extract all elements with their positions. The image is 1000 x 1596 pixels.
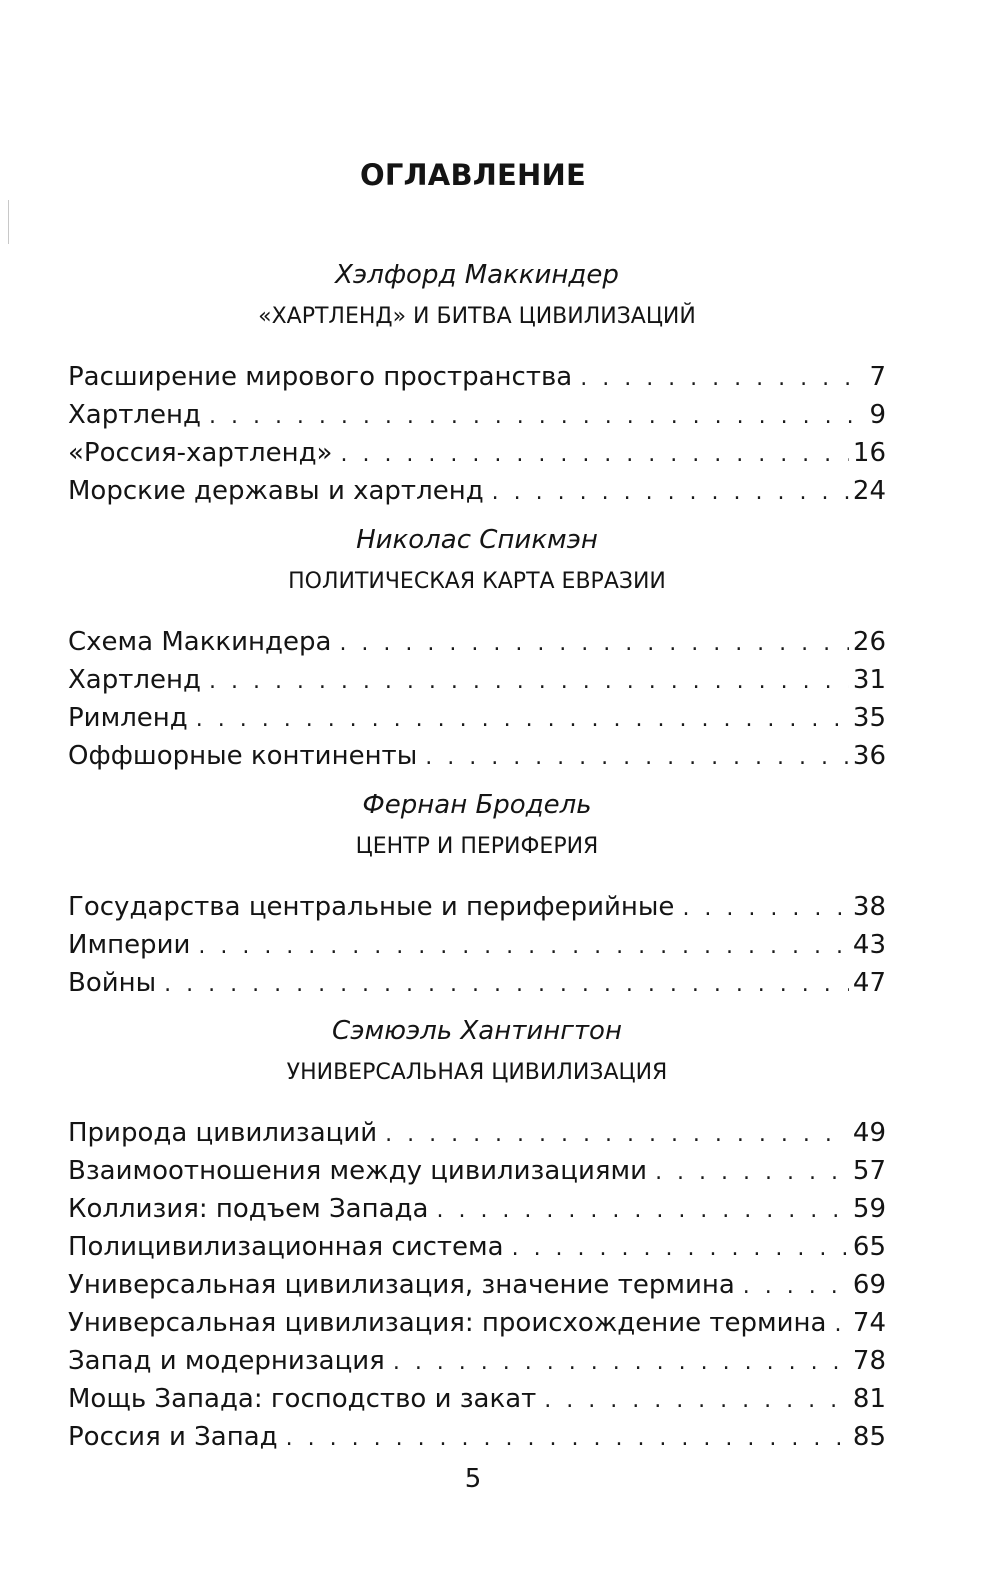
dot-leader: [743, 1268, 849, 1306]
dot-leader: [393, 1344, 849, 1382]
dot-leader: [512, 1230, 849, 1268]
toc-entry[interactable]: [68, 888, 886, 926]
section-heading: ПОЛИТИЧЕСКАЯ КАРТА ЕВРАЗИИ: [288, 569, 666, 594]
toc-entry[interactable]: [68, 434, 886, 472]
toc-entry-list: [68, 888, 886, 1002]
toc-entry-list: [68, 1114, 886, 1456]
section-author: Сэмюэль Хантингтон: [332, 1016, 622, 1046]
section-author: Николас Спикмэн: [356, 525, 598, 555]
page-number: 5: [464, 1464, 482, 1494]
entry-page: 36: [852, 741, 886, 771]
dot-leader: [580, 360, 865, 398]
entry-title: Коллизия: подъем Запада: [68, 1194, 429, 1224]
entry-page: 47: [852, 968, 886, 998]
entry-title: Империи: [68, 930, 191, 960]
page-title: ОГЛАВЛЕНИЕ: [359, 158, 586, 192]
entry-page: 31: [852, 665, 886, 695]
toc-entry[interactable]: [68, 1418, 886, 1456]
entry-title: Морские державы и хартленд: [68, 476, 484, 506]
dot-leader: [286, 1420, 849, 1458]
section-author: Фернан Бродель: [362, 790, 592, 820]
toc-entry[interactable]: [68, 358, 886, 396]
toc-entry[interactable]: [68, 1152, 886, 1190]
toc-entry[interactable]: [68, 1114, 886, 1152]
page-edge-mark: [8, 200, 9, 244]
entry-page: 9: [869, 400, 886, 430]
toc-entry[interactable]: [68, 1342, 886, 1380]
toc-section: [68, 1014, 886, 1456]
toc-entry[interactable]: [68, 396, 886, 434]
toc-entry[interactable]: [68, 1380, 886, 1418]
dot-leader: [425, 739, 849, 777]
entry-page: 78: [852, 1346, 886, 1376]
dot-leader: [385, 1116, 849, 1154]
entry-title: Расширение мирового пространства: [68, 362, 573, 392]
entry-page: 59: [852, 1194, 886, 1224]
entry-title: Хартленд: [68, 400, 201, 430]
toc-entry[interactable]: [68, 1228, 886, 1266]
dot-leader: [209, 663, 849, 701]
entry-title: Универсальная цивилизация, значение термина: [68, 1270, 735, 1300]
entry-page: 69: [852, 1270, 886, 1300]
entry-title: Мощь Запада: господство и закат: [68, 1384, 537, 1414]
toc-entry[interactable]: [68, 1190, 886, 1228]
entry-page: 74: [852, 1308, 886, 1338]
entry-title: Запад и модернизация: [68, 1346, 385, 1376]
toc-entry[interactable]: [68, 1304, 886, 1342]
section-heading: ЦЕНТР И ПЕРИФЕРИЯ: [355, 834, 599, 859]
entry-title: Полицивилизационная система: [68, 1232, 504, 1262]
entry-page: 85: [852, 1422, 886, 1452]
toc-entry[interactable]: [68, 964, 886, 1002]
entry-page: 24: [852, 476, 886, 506]
entry-title: Хартленд: [68, 665, 201, 695]
dot-leader: [436, 1192, 848, 1230]
dot-leader: [655, 1154, 849, 1192]
dot-leader: [164, 966, 849, 1004]
toc-entry[interactable]: [68, 623, 886, 661]
dot-leader: [198, 928, 849, 966]
dot-leader: [339, 625, 848, 663]
entry-title: Оффшорные континенты: [68, 741, 418, 771]
entry-page: 26: [852, 627, 886, 657]
dot-leader: [209, 398, 865, 436]
entry-page: 35: [852, 703, 886, 733]
entry-page: 7: [869, 362, 886, 392]
toc-section: [68, 258, 886, 510]
entry-page: 81: [852, 1384, 886, 1414]
dot-leader: [834, 1306, 848, 1344]
entry-title: Россия и Запад: [68, 1422, 278, 1452]
entry-page: 16: [852, 438, 886, 468]
toc-entry[interactable]: [68, 926, 886, 964]
toc-entry-list: [68, 623, 886, 775]
toc-entry[interactable]: [68, 1266, 886, 1304]
entry-title: «Россия-хартленд»: [68, 438, 333, 468]
dot-leader: [196, 701, 849, 739]
toc-entry[interactable]: [68, 661, 886, 699]
entry-page: 49: [852, 1118, 886, 1148]
entry-title: Взаимоотношения между цивилизациями: [68, 1156, 648, 1186]
dot-leader: [682, 890, 848, 928]
entry-title: Римленд: [68, 703, 188, 733]
dot-leader: [544, 1382, 849, 1420]
entry-title: Схема Маккиндера: [68, 627, 332, 657]
entry-page: 43: [852, 930, 886, 960]
entry-title: Войны: [68, 968, 157, 998]
section-heading: «ХАРТЛЕНД» И БИТВА ЦИВИЛИЗАЦИЙ: [258, 304, 696, 329]
entry-title: Государства центральные и периферийные: [68, 892, 675, 922]
entry-title: Природа цивилизаций: [68, 1118, 378, 1148]
toc-entry[interactable]: [68, 737, 886, 775]
dot-leader: [492, 474, 849, 512]
entry-page: 38: [852, 892, 886, 922]
toc-entry-list: [68, 358, 886, 510]
toc-section: [68, 523, 886, 775]
toc-section: [68, 788, 886, 1002]
entry-page: 57: [852, 1156, 886, 1186]
toc-entry[interactable]: [68, 699, 886, 737]
dot-leader: [340, 436, 848, 474]
entry-title: Универсальная цивилизация: происхождение термина: [68, 1308, 827, 1338]
section-heading: УНИВЕРСАЛЬНАЯ ЦИВИЛИЗАЦИЯ: [286, 1060, 668, 1085]
section-author: Хэлфорд Маккиндер: [335, 260, 619, 290]
toc-entry[interactable]: [68, 472, 886, 510]
entry-page: 65: [852, 1232, 886, 1262]
